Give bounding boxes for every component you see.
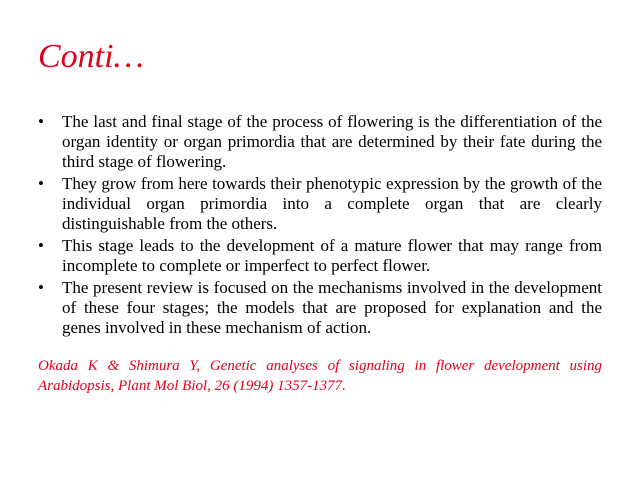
bullet-dot-icon: • <box>38 278 44 297</box>
bullet-text: The present review is focused on the mechanisms involved in the development of these four stages; the models that are proposed for explanation and the genes involved in these mechanism of action. <box>62 278 602 337</box>
bullet-item <box>38 174 602 234</box>
slide-title: Conti… <box>38 38 144 75</box>
bullet-text: This stage leads to the development of a mature flower that may range from incomplete to complete or imperfect to perfect flower. <box>62 236 602 275</box>
bullet-item <box>38 236 602 276</box>
bullet-dot-icon: • <box>38 174 44 193</box>
bullet-dot-icon: • <box>38 112 44 131</box>
bullet-item <box>38 278 602 338</box>
bullet-list <box>38 112 602 340</box>
bullet-text: The last and final stage of the process of flowering is the differentiation of the organ identity or organ primordia that are determined by their fate during the third stage of flowering. <box>62 112 602 171</box>
bullet-dot-icon: • <box>38 236 44 255</box>
bullet-text: They grow from here towards their phenotypic expression by the growth of the individual organ primordia into a complete organ that are clearly distinguishable from the others. <box>62 174 602 233</box>
bullet-item <box>38 112 602 172</box>
reference-citation: Okada K & Shimura Y, Genetic analyses of signaling in flower development using Arabidopsis, Plant Mol Biol, 26 (1994) 1357-1377. <box>38 358 602 394</box>
